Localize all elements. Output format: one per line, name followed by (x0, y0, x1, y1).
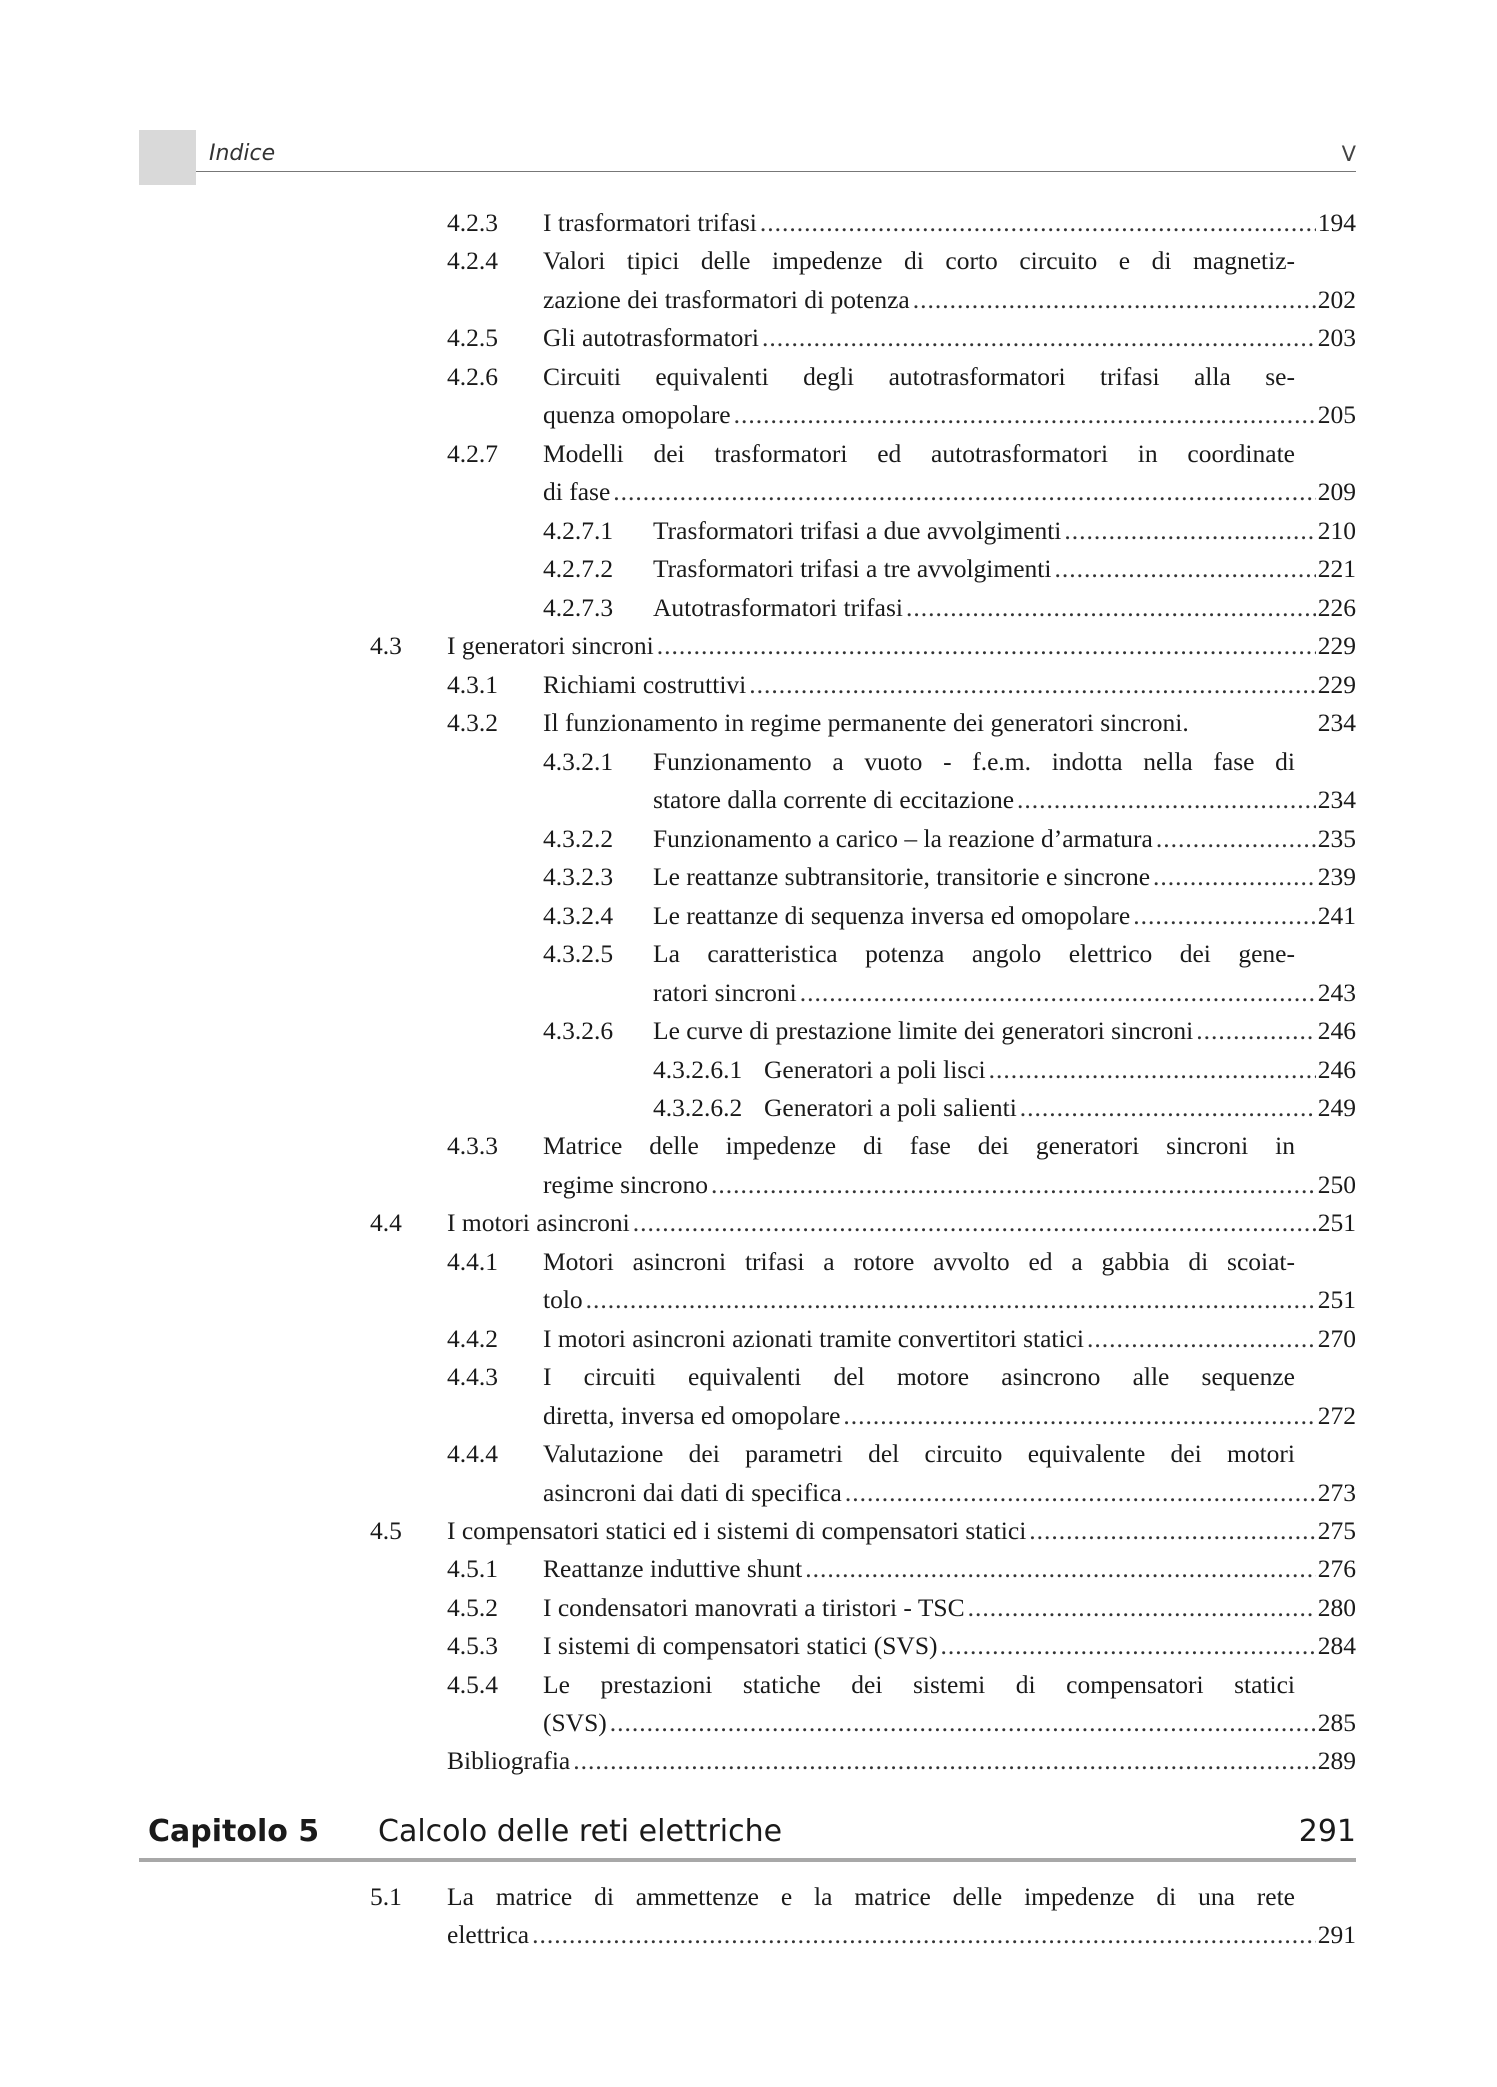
dot-leader (760, 204, 1316, 242)
toc-number: 4.2.7.2 (543, 554, 614, 583)
toc-number: 4.3.2.4 (543, 901, 614, 930)
dot-leader (1087, 1320, 1316, 1358)
toc-entry[interactable] (543, 704, 1356, 742)
toc-title: (SVS) (543, 1708, 607, 1737)
toc-title: Reattanze induttive shunt (543, 1554, 803, 1583)
toc-number: 4.3.2.1 (543, 747, 614, 776)
toc-entry[interactable] (653, 820, 1356, 858)
toc-title-line: Valori tipici delle impedenze di corto circuito e di magnetiz- (543, 246, 1295, 275)
toc-number: 4.3.2.6 (543, 1016, 614, 1045)
toc-title-line: Circuiti equivalenti degli autotrasformatori trifasi alla se- (543, 362, 1295, 391)
dot-leader (941, 1627, 1316, 1665)
dot-leader (1156, 820, 1316, 858)
toc-number: 5.1 (370, 1882, 402, 1911)
dot-leader (734, 396, 1316, 434)
toc-entry-bibliography[interactable] (447, 1742, 1356, 1780)
toc-entry[interactable] (764, 1051, 1356, 1089)
toc-title: statore dalla corrente di eccitazione (653, 785, 1015, 814)
toc-number: 4.2.7.1 (543, 516, 614, 545)
toc-page: 243 (1317, 978, 1356, 1007)
toc-title-line: Valutazione dei parametri del circuito equivalente dei motori (543, 1439, 1295, 1468)
dot-leader (1029, 1512, 1315, 1550)
toc-number: 4.5.3 (447, 1631, 498, 1660)
toc-page: 246 (1317, 1055, 1356, 1084)
toc-page: 221 (1317, 554, 1356, 583)
toc-page: 229 (1317, 631, 1356, 660)
toc-entry[interactable] (653, 550, 1356, 588)
toc-number: 4.3.2.2 (543, 824, 614, 853)
toc-title: Gli autotrasformatori (543, 323, 759, 352)
toc-entry[interactable] (543, 1704, 1356, 1742)
toc-page: 234 (1317, 708, 1356, 737)
toc-title: diretta, inversa ed omopolare (543, 1401, 841, 1430)
toc-entry[interactable] (543, 281, 1356, 319)
toc-entry[interactable] (447, 1204, 1356, 1242)
toc-entry[interactable] (543, 473, 1356, 511)
dot-leader (532, 1916, 1316, 1954)
dot-leader (845, 1474, 1316, 1512)
toc-title: Le reattanze di sequenza inversa ed omopolare (653, 901, 1131, 930)
toc-number: 4.2.6 (447, 362, 498, 391)
toc-page: 241 (1317, 901, 1356, 930)
toc-number: 4.5.2 (447, 1593, 498, 1622)
dot-leader (749, 666, 1315, 704)
dot-leader (711, 1166, 1316, 1204)
toc-entry[interactable] (543, 1281, 1356, 1319)
toc-page: 246 (1317, 1016, 1356, 1045)
toc-title: Le curve di prestazione limite dei generatori sincroni (653, 1016, 1194, 1045)
toc-entry[interactable] (653, 781, 1356, 819)
toc-title: elettrica (447, 1920, 530, 1949)
toc-title: Trasformatori trifasi a tre avvolgimenti (653, 554, 1052, 583)
toc-number: 4.5.4 (447, 1670, 498, 1699)
toc-title: I compensatori statici ed i sistemi di compensatori statici (447, 1516, 1027, 1545)
toc-title: I motori asincroni azionati tramite convertitori statici (543, 1324, 1084, 1353)
toc-title-line: I circuiti equivalenti del motore asincrono alle sequenze (543, 1362, 1295, 1391)
toc-number: 4.2.7.3 (543, 593, 614, 622)
toc-page: 280 (1317, 1593, 1356, 1622)
toc-entry[interactable] (447, 1916, 1356, 1954)
toc-entry[interactable] (653, 512, 1356, 550)
toc-page: 203 (1317, 323, 1356, 352)
dot-leader (610, 1704, 1316, 1742)
dot-leader (762, 319, 1316, 357)
toc-entry[interactable] (447, 1512, 1356, 1550)
toc-page: 249 (1317, 1093, 1356, 1122)
header-marker (139, 130, 196, 185)
toc-page: 275 (1317, 1516, 1356, 1545)
dot-leader (1133, 897, 1316, 935)
toc-entry[interactable] (653, 974, 1356, 1012)
toc-page: 276 (1317, 1554, 1356, 1583)
dot-leader (913, 281, 1316, 319)
toc-entry[interactable] (543, 666, 1356, 704)
dot-leader (800, 974, 1316, 1012)
dot-leader (805, 1550, 1316, 1588)
toc-title: Funzionamento a carico – la reazione d’armatura (653, 824, 1153, 853)
dot-leader (1054, 550, 1315, 588)
toc-page: 235 (1317, 824, 1356, 853)
toc-entry[interactable] (653, 897, 1356, 935)
toc-title: Autotrasformatori trifasi (653, 593, 903, 622)
toc-number: 4.2.4 (447, 246, 498, 275)
toc-entry[interactable] (543, 1474, 1356, 1512)
toc-page: 291 (1317, 1920, 1356, 1949)
chapter-page: 291 (1298, 1814, 1356, 1849)
toc-page: 270 (1317, 1324, 1356, 1353)
dot-leader (989, 1051, 1316, 1089)
chapter-rule (139, 1858, 1356, 1862)
toc-entry[interactable] (543, 319, 1356, 357)
toc-number: 4.2.3 (447, 208, 498, 237)
toc-page: 202 (1317, 285, 1356, 314)
toc-page: 272 (1317, 1401, 1356, 1430)
dot-leader (968, 1589, 1316, 1627)
dot-leader (906, 589, 1316, 627)
toc-number: 4.4.1 (447, 1247, 498, 1276)
toc-entry[interactable] (543, 1589, 1356, 1627)
dot-leader (573, 1742, 1316, 1780)
toc-page: 234 (1317, 785, 1356, 814)
toc-page: 285 (1317, 1708, 1356, 1737)
running-header-title: Indice (209, 141, 276, 166)
toc-number: 4.3.2.6.2 (653, 1093, 743, 1122)
toc-page: 194 (1317, 208, 1356, 237)
toc-page: 210 (1317, 516, 1356, 545)
toc-page: 251 (1317, 1285, 1356, 1314)
toc-number: 4.3.3 (447, 1131, 498, 1160)
toc-page: 251 (1317, 1208, 1356, 1237)
chapter-label: Capitolo 5 (148, 1814, 320, 1849)
toc-entry[interactable] (543, 1397, 1356, 1435)
toc-entry[interactable] (543, 1627, 1356, 1665)
toc-number: 4.5.1 (447, 1554, 498, 1583)
dot-leader (657, 627, 1316, 665)
toc-number: 4.3.2.6.1 (653, 1055, 743, 1084)
toc-title: I motori asincroni (447, 1208, 630, 1237)
toc-number: 4.3 (370, 631, 402, 660)
toc-page: 226 (1317, 593, 1356, 622)
toc-title: I sistemi di compensatori statici (SVS) (543, 1631, 938, 1660)
toc-page: 284 (1317, 1631, 1356, 1660)
toc-entry[interactable] (543, 204, 1356, 242)
toc-page: 205 (1317, 400, 1356, 429)
toc-number: 4.2.5 (447, 323, 498, 352)
toc-title: zazione dei trasformatori di potenza (543, 285, 910, 314)
toc-page: 250 (1317, 1170, 1356, 1199)
toc-entry[interactable] (543, 1320, 1356, 1358)
dot-leader (1017, 781, 1316, 819)
toc-title-line: La caratteristica potenza angolo elettrico dei gene- (653, 939, 1295, 968)
toc-number: 4.5 (370, 1516, 402, 1545)
toc-entry[interactable] (543, 1166, 1356, 1204)
dot-leader (1020, 1089, 1316, 1127)
toc-entry[interactable] (447, 627, 1356, 665)
toc-number: 4.3.2.5 (543, 939, 614, 968)
toc-title-line: Le prestazioni statiche dei sistemi di compensatori statici (543, 1670, 1295, 1699)
running-header-page: V (1341, 142, 1356, 166)
toc-title: regime sincrono (543, 1170, 708, 1199)
dot-leader (843, 1397, 1315, 1435)
chapter-title: Calcolo delle reti elettriche (378, 1814, 783, 1849)
dot-leader (613, 473, 1315, 511)
toc-number: 4.3.1 (447, 670, 498, 699)
toc-title: Generatori a poli salienti (764, 1093, 1017, 1122)
header-rule (196, 171, 1356, 172)
toc-title-line: Modelli dei trasformatori ed autotrasformatori in coordinate (543, 439, 1295, 468)
toc-number: 4.2.7 (447, 439, 498, 468)
toc-title: Trasformatori trifasi a due avvolgimenti (653, 516, 1062, 545)
toc-page: 289 (1317, 1746, 1356, 1775)
chapter-heading[interactable] (148, 1810, 1356, 1854)
toc-title: I trasformatori trifasi (543, 208, 757, 237)
toc-page: 273 (1317, 1478, 1356, 1507)
dot-leader (1196, 1012, 1316, 1050)
toc-page: 239 (1317, 862, 1356, 891)
toc-number: 4.3.2 (447, 708, 498, 737)
dot-leader (633, 1204, 1316, 1242)
toc-page: 229 (1317, 670, 1356, 699)
toc-title: Richiami costruttivi (543, 670, 747, 699)
toc-number: 4.4.4 (447, 1439, 498, 1468)
toc-title: I generatori sincroni (447, 631, 654, 660)
toc-page: 209 (1317, 477, 1356, 506)
toc-entry[interactable] (543, 1550, 1356, 1588)
toc-number: 4.3.2.3 (543, 862, 614, 891)
toc-title: asincroni dai dati di specifica (543, 1478, 842, 1507)
toc-title-line: La matrice di ammettenze e la matrice delle impedenze di una rete (447, 1882, 1295, 1911)
toc-title-line: Funzionamento a vuoto - f.e.m. indotta nella fase di (653, 747, 1295, 776)
dot-leader (1064, 512, 1315, 550)
toc-title: tolo (543, 1285, 583, 1314)
toc-number: 4.4.2 (447, 1324, 498, 1353)
toc-entry[interactable] (653, 589, 1356, 627)
toc-title: di fase (543, 477, 611, 506)
toc-entry[interactable] (653, 1012, 1356, 1050)
dot-leader (586, 1281, 1316, 1319)
dot-leader (1153, 858, 1316, 896)
toc-entry[interactable] (543, 396, 1356, 434)
toc-number: 4.4 (370, 1208, 402, 1237)
toc-entry[interactable] (653, 858, 1356, 896)
toc-title-line: Matrice delle impedenze di fase dei generatori sincroni in (543, 1131, 1295, 1160)
toc-title: Le reattanze subtransitorie, transitorie e sincrone (653, 862, 1151, 891)
toc-title: quenza omopolare (543, 400, 731, 429)
toc-title: Bibliografia (447, 1746, 571, 1775)
toc-title: Il funzionamento in regime permanente dei generatori sincroni. (543, 708, 1189, 737)
toc-number: 4.4.3 (447, 1362, 498, 1391)
toc-title: ratori sincroni (653, 978, 797, 1007)
toc-title: I condensatori manovrati a tiristori - TSC (543, 1593, 965, 1622)
toc-entry[interactable] (764, 1089, 1356, 1127)
toc-title: Generatori a poli lisci (764, 1055, 986, 1084)
toc-title-line: Motori asincroni trifasi a rotore avvolto ed a gabbia di scoiat- (543, 1247, 1295, 1276)
